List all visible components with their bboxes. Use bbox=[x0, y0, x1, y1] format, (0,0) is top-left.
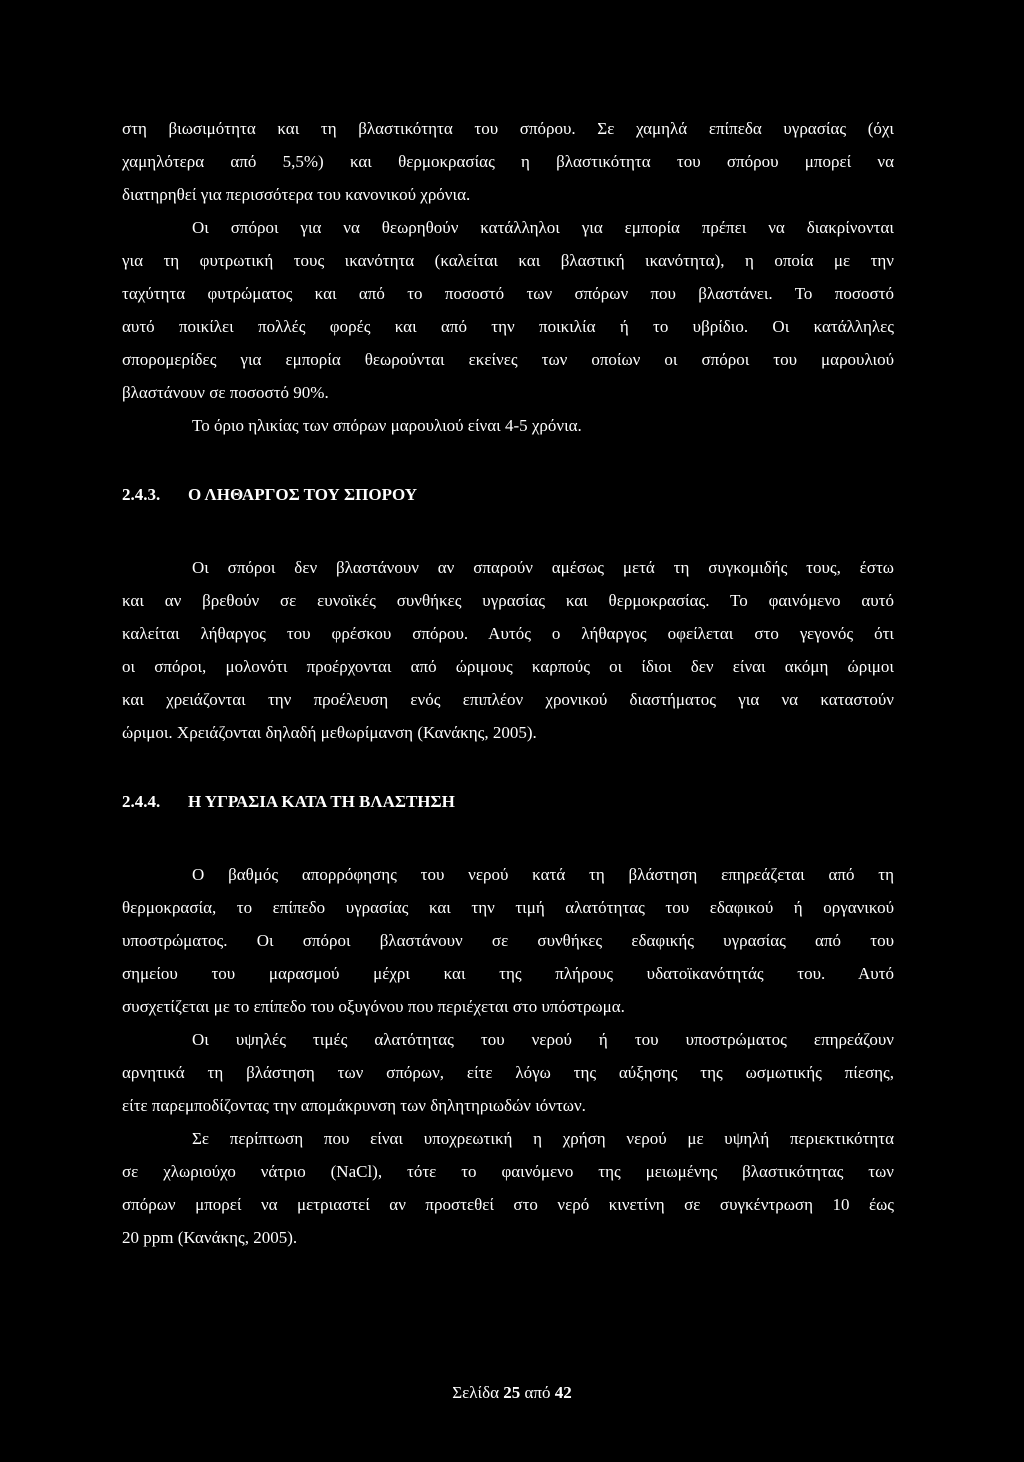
text-line: Σε περίπτωση που είναι υποχρεωτική η χρήση νερού με υψηλή περιεκτικότητα bbox=[192, 1129, 894, 1148]
section-heading-2-4-4 bbox=[122, 785, 894, 818]
footer-middle: από bbox=[524, 1383, 551, 1402]
section-title: Η ΥΓΡΑΣΙΑ ΚΑΤΑ ΤΗ ΒΛΑΣΤΗΣΗ bbox=[188, 792, 455, 811]
footer-prefix: Σελίδα bbox=[452, 1383, 500, 1402]
text-line: σε χλωριούχο νάτριο (NaCl), τότε το φαινόμενο της μειωμένης βλαστικότητας των bbox=[122, 1162, 894, 1181]
paragraph-seed-age bbox=[122, 409, 894, 442]
text-line: θερμοκρασία, το επίπεδο υγρασίας και την τιμή αλατότητας του εδαφικού ή οργανικού bbox=[122, 898, 894, 917]
text-line: Ο βαθμός απορρόφησης του νερού κατά τη βλάστηση επηρεάζεται από τη bbox=[192, 865, 894, 884]
text-line: στη βιωσιμότητα και τη βλαστικότητα του σπόρου. Σε χαμηλά επίπεδα υγρασίας (όχι bbox=[122, 119, 894, 138]
section-number: 2.4.4. bbox=[122, 792, 161, 811]
text-line: χαμηλότερα από 5,5%) και θερμοκρασίας η βλαστικότητα του σπόρου μπορεί να bbox=[122, 152, 894, 171]
text-line: ταχύτητα φυτρώματος και από το ποσοστό των σπόρων που βλαστάνει. Το ποσοστό bbox=[122, 284, 894, 303]
paragraph-nacl bbox=[122, 1122, 894, 1254]
page-footer bbox=[0, 1380, 1024, 1406]
text-line: για τη φυτρωτική τους ικανότητα (καλείται και βλαστική ικανότητα), η οποία με την bbox=[122, 251, 894, 270]
paragraph-water-absorption bbox=[122, 858, 894, 1023]
text-line: Το όριο ηλικίας των σπόρων μαρουλιού είναι 4-5 χρόνια. bbox=[192, 416, 582, 435]
paragraph-seed-marketing bbox=[122, 211, 894, 409]
section-number: 2.4.3. bbox=[122, 485, 161, 504]
text-line: Οι υψηλές τιμές αλατότητας του νερού ή του υποστρώματος επηρεάζουν bbox=[192, 1030, 894, 1049]
text-line: βλαστάνουν σε ποσοστό 90%. bbox=[122, 383, 329, 402]
section-title: Ο ΛΗΘΑΡΓΟΣ ΤΟΥ ΣΠΟΡΟΥ bbox=[188, 485, 418, 504]
text-line: 20 ppm (Κανάκης, 2005). bbox=[122, 1228, 298, 1247]
text-line: σπόρων μπορεί να μετριαστεί αν προστεθεί στο νερό κινετίνη σε συγκέντρωση 10 έως bbox=[122, 1195, 894, 1214]
text-line: καλείται λήθαργος του φρέσκου σπόρου. Αυτός ο λήθαργος οφείλεται στο γεγονός ότι bbox=[122, 624, 894, 643]
text-line: συσχετίζεται με το επίπεδο του οξυγόνου που περιέχεται στο υπόστρωμα. bbox=[122, 997, 625, 1016]
text-line: υποστρώματος. Οι σπόροι βλαστάνουν σε συνθήκες εδαφικής υγρασίας από του bbox=[122, 931, 894, 950]
text-line: Οι σπόροι για να θεωρηθούν κατάλληλοι για εμπορία πρέπει να διακρίνονται bbox=[192, 218, 894, 237]
section-heading-2-4-3 bbox=[122, 478, 894, 511]
text-line: είτε παρεμποδίζοντας την απομάκρυνση των δηλητηριωδών ιόντων. bbox=[122, 1096, 586, 1115]
paragraph-seed-dormancy bbox=[122, 551, 894, 749]
intro-paragraph bbox=[122, 112, 894, 211]
footer-page-total: 42 bbox=[554, 1383, 572, 1402]
text-line: οι σπόροι, μολονότι προέρχονται από ώριμους καρπούς οι ίδιοι δεν είναι ακόμη ώριμοι bbox=[122, 657, 894, 676]
text-line: και χρειάζονται την προέλευση ενός επιπλέον χρονικού διαστήματος για να καταστούν bbox=[122, 690, 894, 709]
text-line: ώριμοι. Χρειάζονται δηλαδή μεθωρίμανση (Κανάκης, 2005). bbox=[122, 723, 537, 742]
document-page bbox=[122, 112, 894, 1254]
text-line: σπορομερίδες για εμπορία θεωρούνται εκείνες των οποίων οι σπόροι του μαρουλιού bbox=[122, 350, 894, 369]
text-line: αυτό ποικίλει πολλές φορές και από την ποικιλία ή το υβρίδιο. Οι κατάλληλες bbox=[122, 317, 894, 336]
text-line: και αν βρεθούν σε ευνοϊκές συνθήκες υγρασίας και θερμοκρασίας. Το φαινόμενο αυτό bbox=[122, 591, 894, 610]
text-line: σημείου του μαρασμού μέχρι και της πλήρους υδατοϊκανότητάς του. Αυτό bbox=[122, 964, 894, 983]
footer-page-number: 25 bbox=[503, 1383, 521, 1402]
paragraph-salinity bbox=[122, 1023, 894, 1122]
text-line: Οι σπόροι δεν βλαστάνουν αν σπαρούν αμέσως μετά τη συγκομιδής τους, έστω bbox=[192, 558, 894, 577]
text-line: αρνητικά τη βλάστηση των σπόρων, είτε λόγω της αύξησης της ωσμωτικής πίεσης, bbox=[122, 1063, 894, 1082]
text-line: διατηρηθεί για περισσότερα του κανονικού χρόνια. bbox=[122, 185, 471, 204]
